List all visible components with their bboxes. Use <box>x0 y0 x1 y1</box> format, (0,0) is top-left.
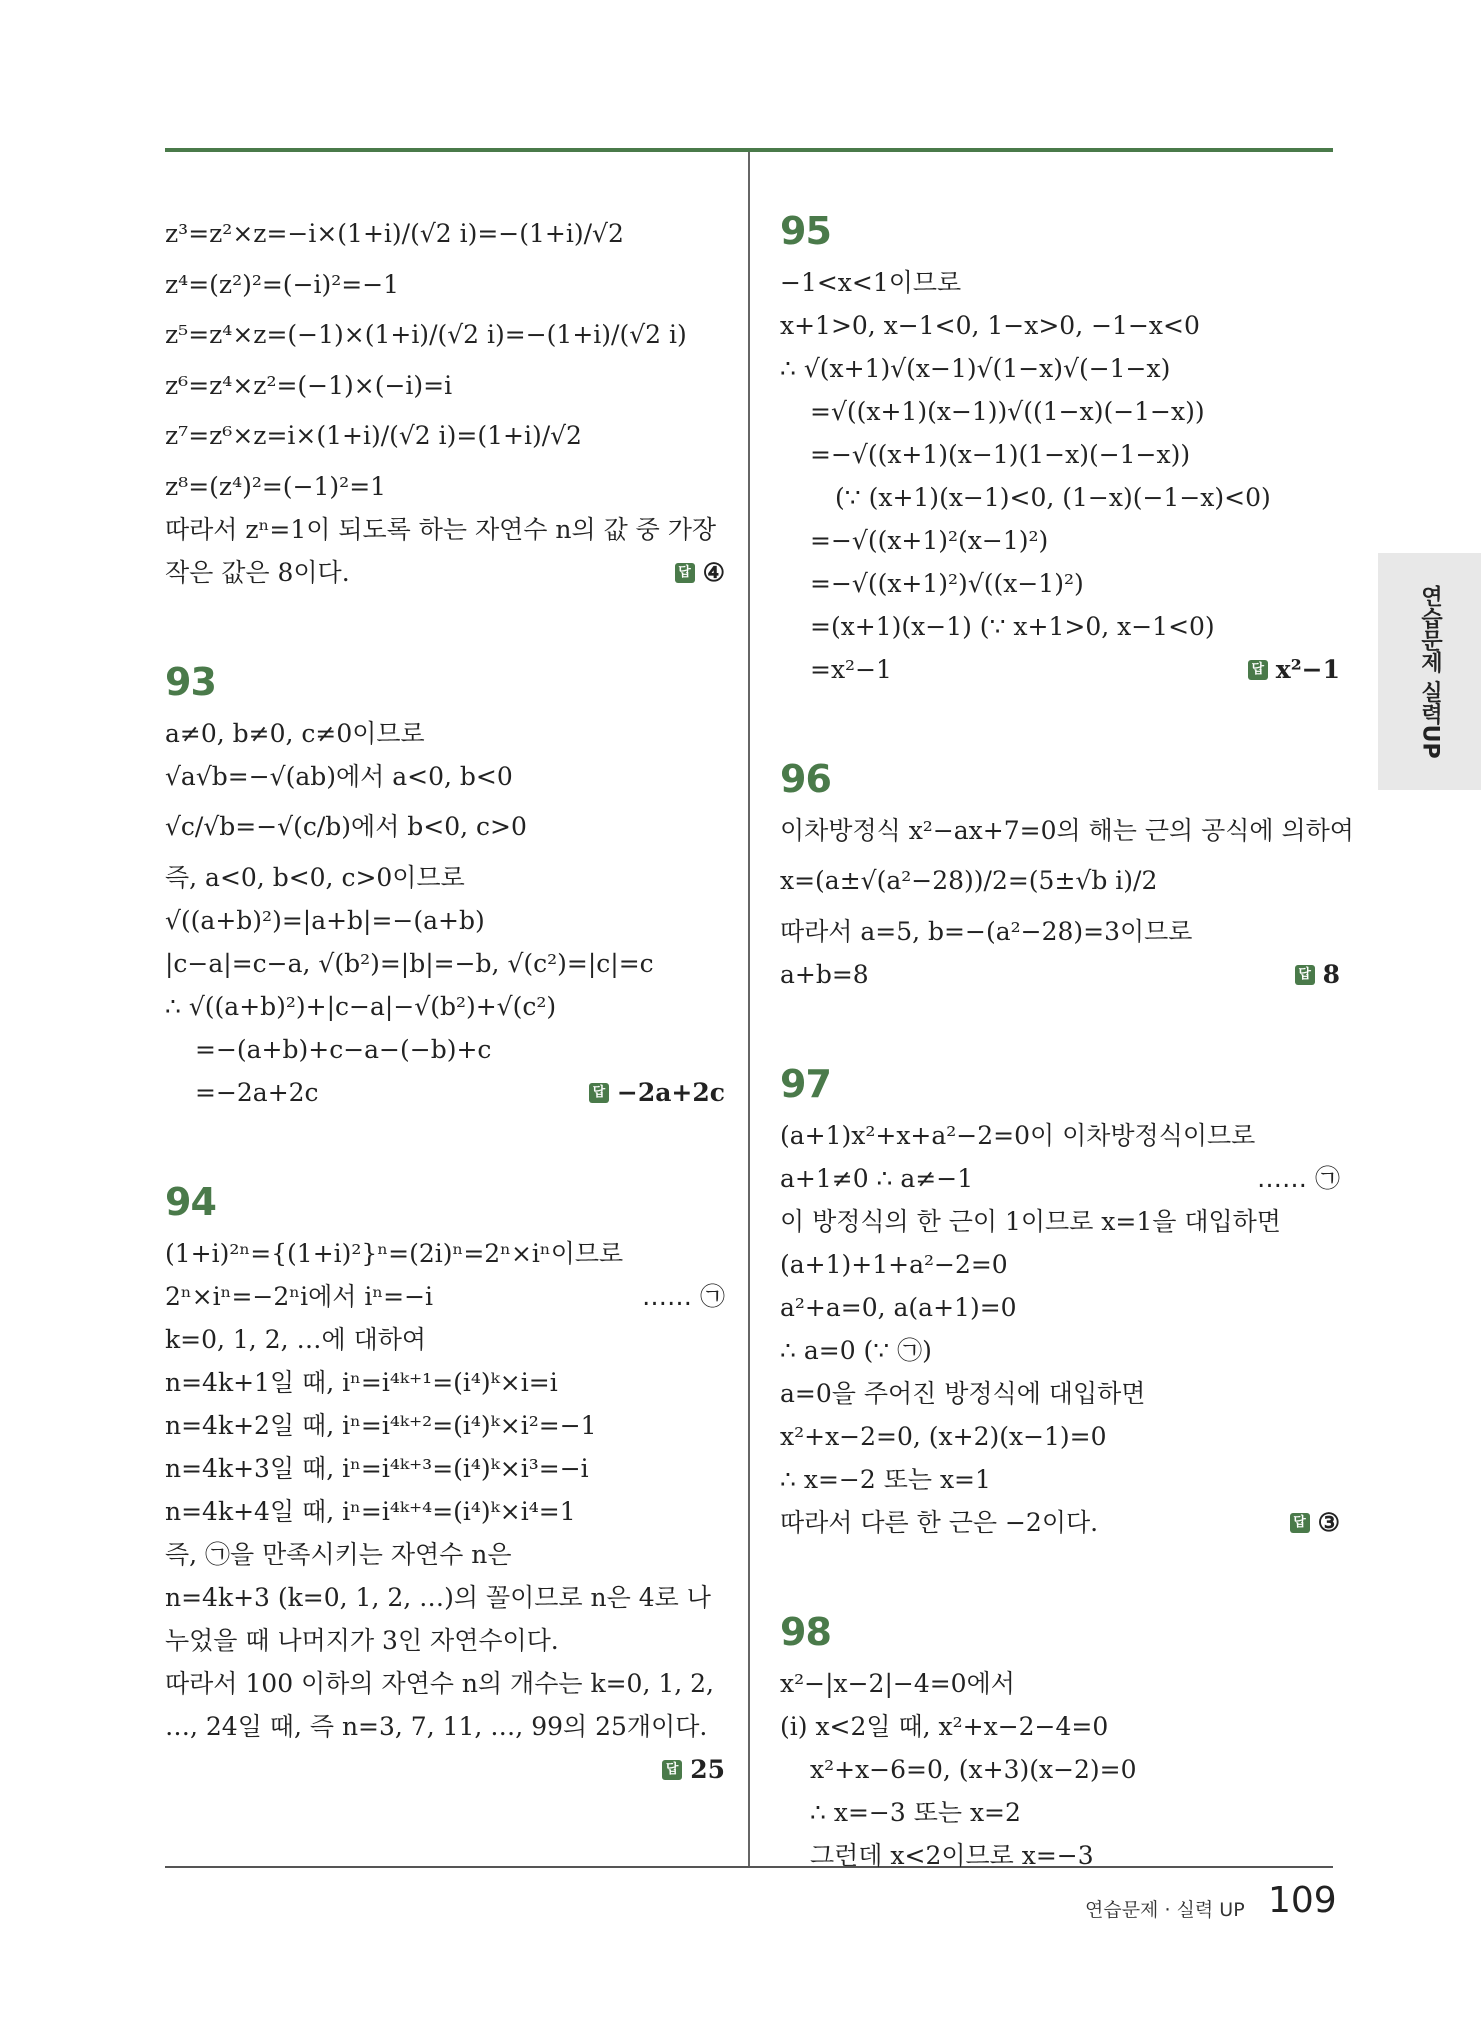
solution-line: (1+i)²ⁿ={(1+i)²}ⁿ=(2i)ⁿ=2ⁿ×iⁿ이므로 <box>165 1239 624 1268</box>
left-column <box>165 205 725 1791</box>
section-side-tab <box>1378 553 1481 790</box>
solution-line: n=4k+3일 때, iⁿ=i⁴ᵏ⁺³=(i⁴)ᵏ×i³=−i <box>165 1454 589 1483</box>
solution-line: 2ⁿ×iⁿ=−2ⁿi에서 iⁿ=−i <box>165 1282 434 1311</box>
solution-line: 따라서 100 이하의 자연수 n의 개수는 k=0, 1, 2, <box>165 1669 714 1698</box>
answer-icon: 답 <box>1295 965 1315 985</box>
answer-icon: 답 <box>675 563 695 583</box>
solution-line: z⁷=z⁶×z=i×(1+i)/(√2 i)=(1+i)/√2 <box>165 421 582 450</box>
answer-value: ④ <box>702 558 725 587</box>
solution-answer-row <box>165 1071 725 1114</box>
answer <box>1290 1501 1340 1544</box>
solution-line: x²−|x−2|−4=0에서 <box>780 1669 1015 1698</box>
answer <box>1248 648 1340 691</box>
problem-number: 97 <box>780 1062 831 1106</box>
solution-line: 누었을 때 나머지가 3인 자연수이다. <box>165 1626 559 1655</box>
solution-line: (∵ (x+1)(x−1)<0, (1−x)(−1−x)<0) <box>835 483 1271 512</box>
solution-answer-row <box>780 648 1340 691</box>
solution-line: 즉, ㉠을 만족시키는 자연수 n은 <box>165 1540 512 1569</box>
solution-line: 작은 값은 8이다. <box>165 558 350 587</box>
solution-line: n=4k+4일 때, iⁿ=i⁴ᵏ⁺⁴=(i⁴)ᵏ×i⁴=1 <box>165 1497 576 1526</box>
answer-icon: 답 <box>1290 1513 1310 1533</box>
solution-line: k=0, 1, 2, …에 대하여 <box>165 1325 427 1354</box>
solution-line: 그런데 x<2이므로 x=−3 <box>810 1841 1094 1870</box>
solution-line: =−2a+2c <box>195 1078 319 1107</box>
solution-line: z⁴=(z²)²=(−i)²=−1 <box>165 270 400 299</box>
solution-line: x²+x−6=0, (x+3)(x−2)=0 <box>810 1755 1137 1784</box>
solution-line: z⁵=z⁴×z=(−1)×(1+i)/(√2 i)=−(1+i)/(√2 i) <box>165 320 687 349</box>
answer-icon: 답 <box>1248 660 1268 680</box>
solution-line: x=(a±√(a²−28))/2=(5±√b i)/2 <box>780 866 1158 895</box>
page-number: 109 <box>1268 1880 1337 1921</box>
right-column <box>780 205 1354 1877</box>
solution-line: …, 24일 때, 즉 n=3, 7, 11, …, 99의 25개이다. <box>165 1712 708 1741</box>
answer <box>589 1071 725 1114</box>
solution-line: =−√((x+1)²(x−1)²) <box>810 526 1049 555</box>
problem-number: 94 <box>165 1180 216 1224</box>
solution-line: ∴ a=0 (∵ ㉠) <box>780 1336 932 1365</box>
solution-line: z⁸=(z⁴)²=(−1)²=1 <box>165 472 387 501</box>
solution-line: a=0을 주어진 방정식에 대입하면 <box>780 1379 1146 1408</box>
answer <box>1295 953 1340 996</box>
solution-line: x²+x−2=0, (x+2)(x−1)=0 <box>780 1422 1107 1451</box>
circled-marker: …… ㉠ <box>1257 1164 1340 1193</box>
solution-line: (a+1)+1+a²−2=0 <box>780 1250 1008 1279</box>
solution-line: a≠0, b≠0, c≠0이므로 <box>165 719 425 748</box>
problem-number: 93 <box>165 660 216 704</box>
answer-value: 25 <box>690 1755 725 1784</box>
solution-line: n=4k+3 (k=0, 1, 2, …)의 꼴이므로 n은 4로 나 <box>165 1583 711 1612</box>
answer-icon: 답 <box>662 1760 682 1780</box>
solution-line: =−√((x+1)²)√((x−1)²) <box>810 569 1084 598</box>
solution-answer-row <box>165 551 725 594</box>
footer-section-label: 연습문제 · 실력 UP <box>1085 1899 1245 1921</box>
solution-line: √((a+b)²)=|a+b|=−(a+b) <box>165 906 485 935</box>
solution-line: ∴ √((a+b)²)+|c−a|−√(b²)+√(c²) <box>165 992 557 1021</box>
solution-line: =−√((x+1)(x−1)(1−x)(−1−x)) <box>810 440 1191 469</box>
solution-line: 따라서 다른 한 근은 −2이다. <box>780 1508 1099 1537</box>
solution-line: n=4k+2일 때, iⁿ=i⁴ᵏ⁺²=(i⁴)ᵏ×i²=−1 <box>165 1411 597 1440</box>
solution-line: √c/√b=−√(c/b)에서 b<0, c>0 <box>165 812 527 841</box>
solution-line: a²+a=0, a(a+1)=0 <box>780 1293 1017 1322</box>
solution-answer-row <box>165 1748 725 1791</box>
solution-line: 따라서 zⁿ=1이 되도록 하는 자연수 n의 값 중 가장 <box>165 515 717 544</box>
solution-line: ∴ √(x+1)√(x−1)√(1−x)√(−1−x) <box>780 354 1171 383</box>
answer-icon: 답 <box>589 1083 609 1103</box>
solution-line: =x²−1 <box>810 655 892 684</box>
circled-marker: …… ㉠ <box>642 1282 725 1311</box>
solution-line: z⁶=z⁴×z²=(−1)×(−i)=i <box>165 371 453 400</box>
problem-number: 98 <box>780 1610 831 1654</box>
solution-marker-row <box>165 1275 725 1318</box>
answer-value: 8 <box>1322 960 1340 989</box>
solution-marker-row <box>780 1157 1340 1200</box>
answer-value: x²−1 <box>1275 655 1340 684</box>
solution-line: 따라서 a=5, b=−(a²−28)=3이므로 <box>780 917 1193 946</box>
solution-line: a+b=8 <box>780 960 869 989</box>
solution-line: 즉, a<0, b<0, c>0이므로 <box>165 863 465 892</box>
solution-line: (i) x<2일 때, x²+x−2−4=0 <box>780 1712 1109 1741</box>
solution-line: ∴ x=−3 또는 x=2 <box>810 1798 1021 1827</box>
solution-line: ∴ x=−2 또는 x=1 <box>780 1465 991 1494</box>
solution-line: 이 방정식의 한 근이 1이므로 x=1을 대입하면 <box>780 1207 1281 1236</box>
solution-line: a+1≠0 ∴ a≠−1 <box>780 1164 974 1193</box>
answer-value: ③ <box>1317 1508 1340 1537</box>
column-divider <box>748 152 750 1866</box>
problem-number: 96 <box>780 757 831 801</box>
answer-value: −2a+2c <box>616 1078 725 1107</box>
answer <box>662 1748 725 1791</box>
solution-line: |c−a|=c−a, √(b²)=|b|=−b, √(c²)=|c|=c <box>165 949 654 978</box>
solution-line: =−(a+b)+c−a−(−b)+c <box>195 1035 492 1064</box>
solution-line: 이차방정식 x²−ax+7=0의 해는 근의 공식에 의하여 <box>780 816 1354 845</box>
solution-line: =√((x+1)(x−1))√((1−x)(−1−x)) <box>810 397 1205 426</box>
problem-number: 95 <box>780 209 831 253</box>
answer <box>675 551 725 594</box>
solution-answer-row <box>780 1501 1340 1544</box>
solution-line: n=4k+1일 때, iⁿ=i⁴ᵏ⁺¹=(i⁴)ᵏ×i=i <box>165 1368 558 1397</box>
solution-line: x+1>0, x−1<0, 1−x>0, −1−x<0 <box>780 311 1200 340</box>
solution-line: √a√b=−√(ab)에서 a<0, b<0 <box>165 762 513 791</box>
solution-line: (a+1)x²+x+a²−2=0이 이차방정식이므로 <box>780 1121 1256 1150</box>
solution-line: z³=z²×z=−i×(1+i)/(√2 i)=−(1+i)/√2 <box>165 219 624 248</box>
side-tab-label: 연습문제 실력UP <box>1417 584 1443 759</box>
solution-line: =(x+1)(x−1) (∵ x+1>0, x−1<0) <box>810 612 1215 641</box>
solution-line: −1<x<1이므로 <box>780 268 962 297</box>
solution-answer-row <box>780 953 1340 996</box>
